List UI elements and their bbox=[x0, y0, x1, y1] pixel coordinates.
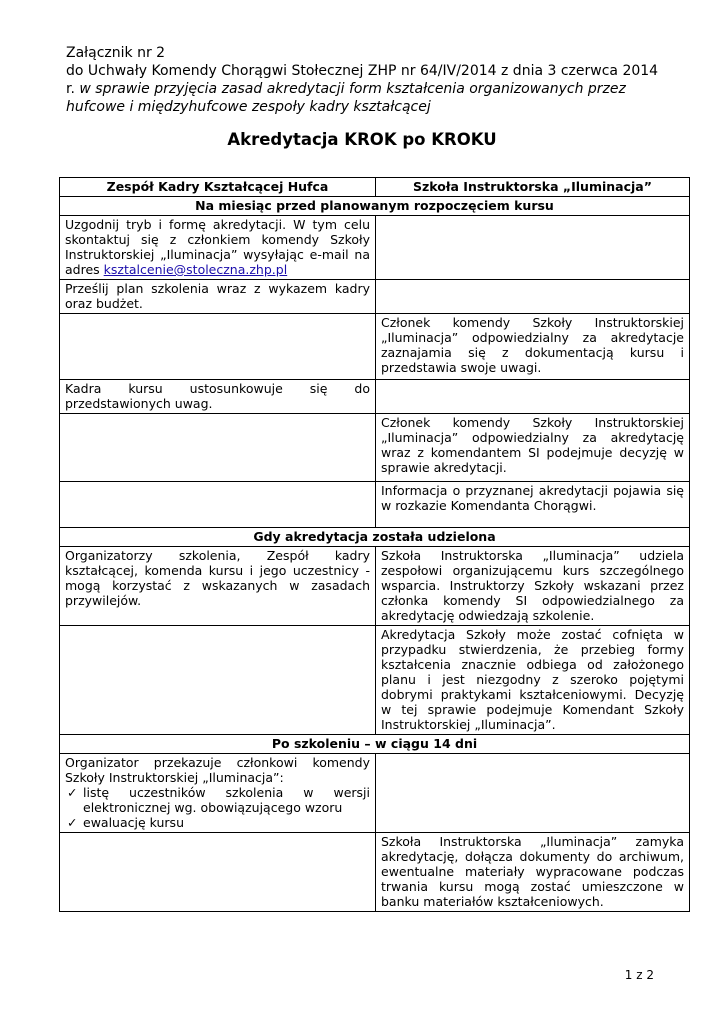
handover-intro: Organizator przekazuje członkowi komendy Szkoły Instruktorskiej „Iluminacja”: bbox=[65, 755, 370, 785]
step-handover bbox=[60, 754, 376, 833]
step-send-plan: Prześlij plan szkolenia wraz z wykazem kadry oraz budżet. bbox=[60, 280, 376, 314]
section-row bbox=[60, 735, 690, 754]
empty-cell bbox=[60, 833, 376, 912]
empty-cell bbox=[376, 216, 690, 280]
empty-cell bbox=[376, 380, 690, 414]
check-icon: ✓ bbox=[67, 815, 78, 830]
column-header-team: Zespół Kadry Kształcącej Hufca bbox=[60, 178, 376, 197]
empty-cell bbox=[60, 482, 376, 528]
column-header-school: Szkoła Instruktorska „Iluminacja” bbox=[376, 178, 690, 197]
step-contact bbox=[60, 216, 376, 280]
table-row bbox=[60, 280, 690, 314]
empty-cell bbox=[60, 414, 376, 482]
table-row bbox=[60, 414, 690, 482]
accreditation-table bbox=[59, 177, 690, 912]
step-contact-text: Uzgodnij tryb i formę akredytacji. W tym celu skontaktuj się z członkiem komendy Szkoły Instruktorskiej „Iluminacja” wysyłając e-mail na adres bbox=[65, 217, 370, 277]
section-row bbox=[60, 528, 690, 547]
attachment-header bbox=[66, 44, 666, 116]
page-title: Akredytacja KROK po KROKU bbox=[227, 130, 497, 149]
table-row bbox=[60, 482, 690, 528]
step-privileges: Organizatorzy szkolenia, Zespół kadry kształcącej, komenda kursu i jego uczestnicy - mogą korzystać z wskazanych w zasadach przywilejów. bbox=[60, 547, 376, 626]
list-item bbox=[65, 815, 370, 830]
step-announcement: Informacja o przyznanej akredytacji pojawia się w rozkazie Komendanta Chorągwi. bbox=[376, 482, 690, 528]
table-row bbox=[60, 547, 690, 626]
resolution-text: do Uchwały Komendy Chorągwi Stołecznej ZHP nr 64/IV/2014 z dnia 3 czerwca 2014 r. bbox=[66, 63, 659, 97]
step-revocation: Akredytacja Szkoły może zostać cofnięta w przypadku stwierdzenia, że przebieg formy kształcenia znacznie odbiega od założonego planu i jest niezgodny z szeroko pojętymi dobrymi praktykami kształceniowymi. Decyzję w tej sprawie podejmuje Komendant Szkoły Instruktorskiej „Iluminacja”. bbox=[376, 626, 690, 735]
page-number: 1 z 2 bbox=[624, 968, 654, 982]
section-heading-granted: Gdy akredytacja została udzielona bbox=[60, 528, 690, 547]
table-row bbox=[60, 754, 690, 833]
attachment-number: Załącznik nr 2 bbox=[66, 45, 166, 61]
step-support: Szkoła Instruktorska „Iluminacja” udziela zespołowi organizującemu kurs szczególnego wsparcia. Instruktorzy Szkoły wskazani przez członka komendy SI odpowiedzialnego za akredytację odwiedzają szkolenie. bbox=[376, 547, 690, 626]
section-row bbox=[60, 197, 690, 216]
section-heading-after: Po szkoleniu – w ciągu 14 dni bbox=[60, 735, 690, 754]
step-close: Szkoła Instruktorska „Iluminacja” zamyka akredytację, dołącza dokumenty do archiwum, ewentualne materiały wypracowane podczas trwania kursu mogą zostać umieszczone w banku materiałów kształceniowych. bbox=[376, 833, 690, 912]
empty-cell bbox=[376, 280, 690, 314]
email-link[interactable]: ksztalcenie@stoleczna.zhp.pl bbox=[103, 262, 288, 277]
empty-cell bbox=[376, 754, 690, 833]
handover-list bbox=[65, 785, 370, 830]
step-decision: Członek komendy Szkoły Instruktorskiej „Iluminacja” odpowiedzialny za akredytację wraz z komendantem SI podejmuje decyzję w sprawie akredytacji. bbox=[376, 414, 690, 482]
table-header-row bbox=[60, 178, 690, 197]
empty-cell bbox=[60, 314, 376, 380]
table-row bbox=[60, 626, 690, 735]
step-respond: Kadra kursu ustosunkowuje się do przedstawionych uwag. bbox=[60, 380, 376, 414]
section-heading-before: Na miesiąc przed planowanym rozpoczęciem kursu bbox=[60, 197, 690, 216]
table-row bbox=[60, 833, 690, 912]
resolution-subject: w sprawie przyjęcia zasad akredytacji form kształcenia organizowanych przez hufcowe i międzyhufcowe zespoły kadry kształcącej bbox=[66, 81, 626, 115]
step-review: Członek komendy Szkoły Instruktorskiej „Iluminacja” odpowiedzialny za akredytacje zaznajamia się z dokumentacją kursu i przedstawia swoje uwagi. bbox=[376, 314, 690, 380]
list-item bbox=[65, 785, 370, 815]
resolution-reference bbox=[66, 62, 666, 116]
table-row bbox=[60, 380, 690, 414]
check-icon: ✓ bbox=[67, 785, 78, 800]
list-item-text: listę uczestników szkolenia w wersji elektronicznej wg. obowiązującego wzoru bbox=[83, 785, 370, 815]
table-row bbox=[60, 314, 690, 380]
list-item-text: ewaluację kursu bbox=[83, 815, 184, 830]
table-row bbox=[60, 216, 690, 280]
empty-cell bbox=[60, 626, 376, 735]
